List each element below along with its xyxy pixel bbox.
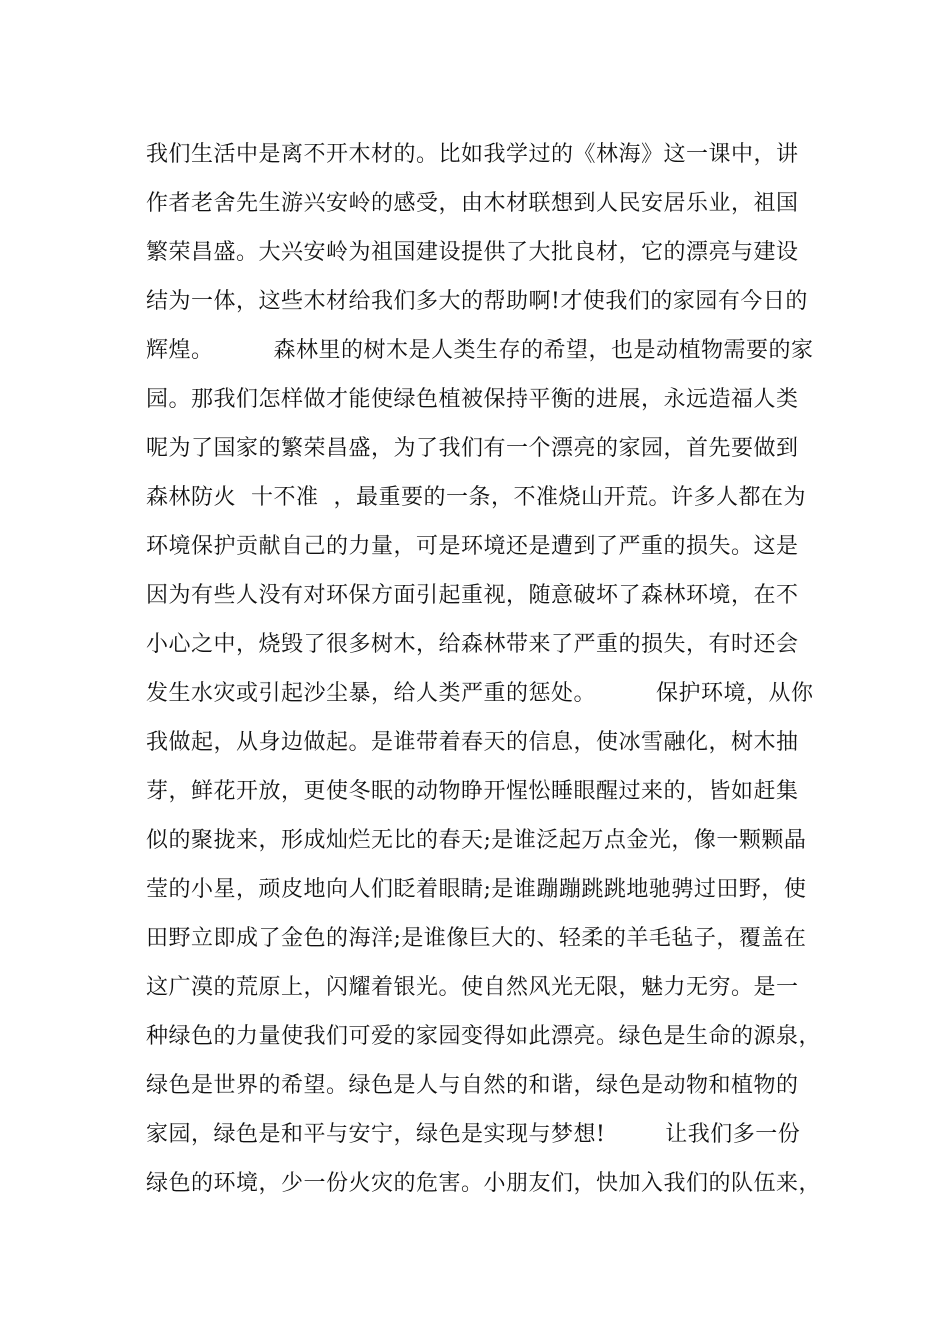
text-line: 作者老舍先生游兴安岭的感受，由木材联想到人民安居乐业，祖国 (146, 191, 799, 216)
text-line: 因为有些人没有对环保方面引起重视，随意破坏了森林环境，在不 (146, 583, 799, 608)
text-line: 环境保护贡献自己的力量，可是环境还是遭到了严重的损失。这是 (146, 534, 799, 559)
body-text (146, 130, 846, 1208)
text-line: 似的聚拢来，形成灿烂无比的春天;是谁泛起万点金光，像一颗颗晶 (146, 828, 807, 853)
text-line: 呢为了国家的繁荣昌盛，为了我们有一个漂亮的家园，首先要做到 (146, 436, 799, 461)
text-line: 我们生活中是离不开木材的。比如我学过的《林海》这一课中，讲 (146, 142, 799, 167)
text-line: 繁荣昌盛。大兴安岭为祖国建设提供了大批良材，它的漂亮与建设 (146, 240, 799, 265)
text-line: 莹的小星，顽皮地向人们眨着眼睛;是谁蹦蹦跳跳地驰骋过田野，使 (146, 877, 807, 902)
text-line: 我做起，从身边做起。是谁带着春天的信息，使冰雪融化，树木抽 (146, 730, 799, 755)
text-line: 辉煌。 森林里的树木是人类生存的希望，也是动植物需要的家 (146, 338, 814, 363)
text-line: 家园，绿色是和平与安宁，绿色是实现与梦想! 让我们多一份 (146, 1122, 801, 1147)
text-line: 绿色的环境，少一份火灾的危害。小朋友们，快加入我们的队伍来， (146, 1171, 822, 1196)
text-line: 森林防火 十不准 ，最重要的一条，不准烧山开荒。许多人都在为 (146, 485, 806, 510)
text-line: 绿色是世界的希望。绿色是人与自然的和谐，绿色是动物和植物的 (146, 1073, 799, 1098)
text-line: 这广漠的荒原上，闪耀着银光。使自然风光无限，魅力无穷。是一 (146, 975, 799, 1000)
text-line: 发生水灾或引起沙尘暴，给人类严重的惩处。 保护环境，从你 (146, 681, 814, 706)
text-line: 结为一体，这些木材给我们多大的帮助啊!才使我们的家园有今日的 (146, 289, 808, 314)
text-line: 芽，鲜花开放，更使冬眠的动物睁开惺忪睡眼醒过来的，皆如赶集 (146, 779, 799, 804)
text-line: 种绿色的力量使我们可爱的家园变得如此漂亮。绿色是生命的源泉， (146, 1024, 822, 1049)
text-line: 小心之中，烧毁了很多树木，给森林带来了严重的损失，有时还会 (146, 632, 799, 657)
text-line: 田野立即成了金色的海洋;是谁像巨大的、轻柔的羊毛毡子，覆盖在 (146, 926, 807, 951)
text-line: 园。那我们怎样做才能使绿色植被保持平衡的进展，永远造福人类 (146, 387, 799, 412)
